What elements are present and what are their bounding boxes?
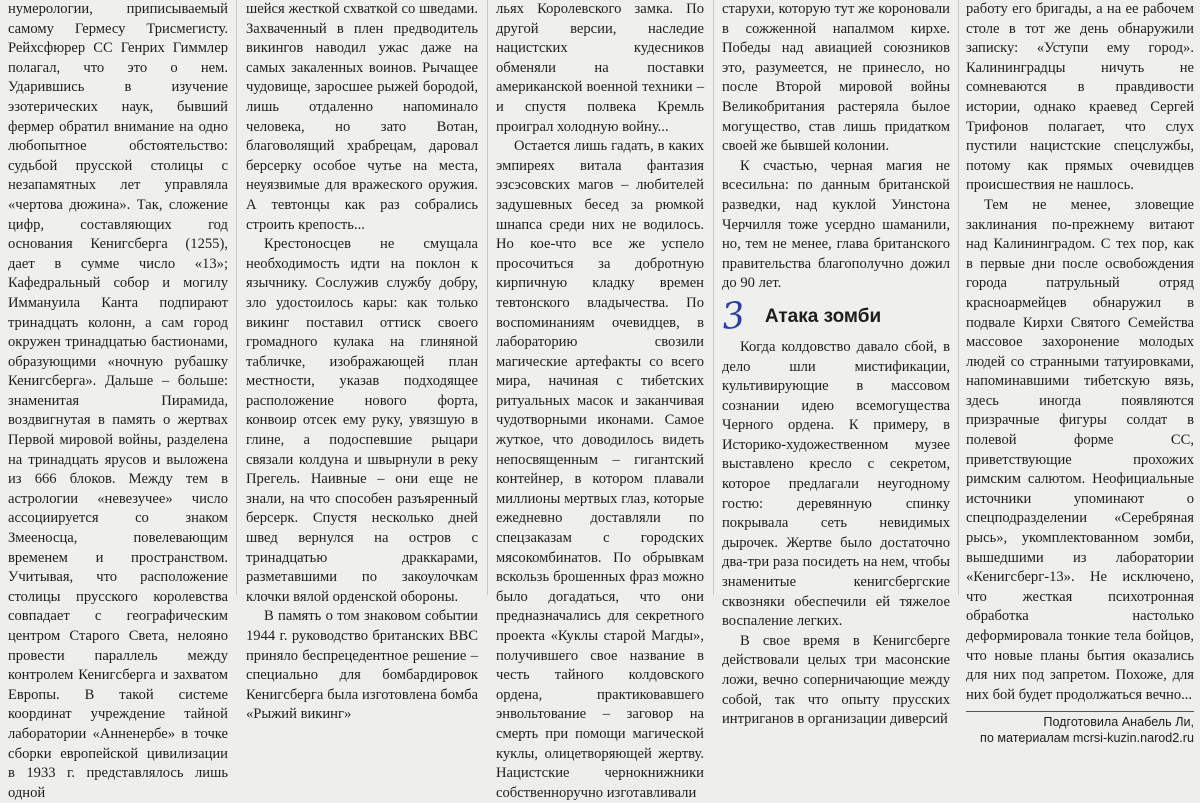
article-paragraph: Когда колдовство давало сбой, в дело шли мистификации, культивирующие в массовом сознании идею всемогущества Черного ордена. К примеру, в Историко-художественном музее выставлено кресло с секретом, которое предлагали неугодному гостю: деревянную спинку покрывала сеть невидимых дырочек. Жертве было достаточно два-три раза посидеть на нем, чтобы знаменитые кенигсбергские сквозняки обеспечили ей тяжелое воспаление легких. (722, 338, 950, 630)
article-paragraph: шейся жесткой схваткой со шведами. Захваченный в плен предводитель викингов наводил ужас даже на самых закаленных воинов. Рычащее чудовище, заросшее рыжей бородой, лишь отдаленно напоминало человека, но зато Вотан, благоволящий храбрецам, даровал берсерку особое чутье на места, неуязвимые для вражеского оружия. А тевтонцы как раз собрались строить крепость... (246, 1, 478, 233)
column-divider (713, 0, 714, 595)
column-4 (719, 0, 950, 728)
credit-author: Подготовила Анабель Ли, (1043, 715, 1194, 730)
column-2 (246, 0, 478, 723)
credit-source: по материалам mcrsi-kuzin.narod2.ru (980, 731, 1194, 746)
article-paragraph: В память о том знаковом событии 1944 г. руководство британских ВВС приняло беспрецедентное решение – специально для бомбардировок Кенигсберга была изготовлена бомба «Рыжий викинг» (246, 608, 478, 723)
section-title: Атака зомби (764, 305, 882, 327)
article-paragraph: В свое время в Кенигсберге действовали целых три масонские ложи, вечно соперничающие между собой, так что опыту прусских интриганов в организации диверсий (722, 632, 950, 728)
article-paragraph: Тем не менее, зловещие заклинания по-прежнему витают над Калининградом. С тех пор, как в первые дни после освобождения города патрульный отряд красноармейцев обнаружил в подвале Кирхи Святого Семейства массовое захоронение молодых людей со странными татуировками, напоминавшими тибетскую вязь, здесь иногда появляются призрачные фигуры солдат в полевой форме СС, приветствующие прохожих римским салютом. Неофициальные источники упоминают о спецподразделении «Серебряная рысь», укомплектованном зомби, вышедшими из лаборатории «Кенигсберг-13». Не исключено, что жесткая психотронная обработка настолько деформировала тонкие тела бойцов, что новые планы бытия оказались для них под запретом. Похоже, для них бой будет продолжаться вечно... (966, 196, 1194, 703)
section-number: 3 (719, 294, 747, 338)
column-divider (958, 0, 959, 595)
column-divider (236, 0, 237, 595)
column-1 (8, 0, 228, 801)
article-paragraph: нумерологии, приписываемый самому Гермесу Трисмегисту. Рейхсфюрер СС Генрих Гиммлер полагал, что это о нем. Ударившись в изучение эзотерических наук, бывший фермер обратил внимание на одно любопытное обстоятельство: судьбой прусской столицы с незапамятных лет управляла «чертова дюжина». Так, сложение цифр, составляющих год основания Кенигсберга (1255), дает в сумме число «13»; Кафедральный собор и могилу Иммануила Канта подпирают тринадцать колонн, а сам город окружен тринадцатью бастионами, образующими «ночную рубашку Кенигсберга». Дальше – больше: знаменитая Пирамида, воздвигнутая в память о жертвах Первой мировой войны, разделена на тринадцать ярусов и выложена из 666 блоков. Между тем в астрологии «невезучее» число ассоциируется со знаком Змееносца, повелевающим временем и пространством. Учитывая, что расположение столицы прусского королевства совпадает с географическим центром Старого Света, нелояно провести параллель между контролем Кенигсберга и захватом Европы. В такой системе координат учреждение тайной лаборатории «Анненербе» в точке сборки европейской цивилизации в 1933 г. представлялось лишь одной (8, 1, 228, 801)
author-credit (966, 711, 1194, 746)
article-paragraph: Остается лишь гадать, в каких эмпиреях витала фантазия эзсэсовских магов – любителей задушевных бесед за рюмкой шнапса среди них не водилось. Но кое-что все же успело просочиться за добротную кирпичную кладку времен тевтонского владычества. По воспоминаниям очевидцев, в лабораторию свозили магические артефакты со всего мира, начиная с тибетских ритуальных масок и заканчивая чудотворными иконами. Самое жуткое, что доводилось видеть непосвященным – гигантский контейнер, в котором плавали миллионы мертвых глаз, которые ежедневно доставляли по спецзаказам с городских мясокомбинатов. По обрывкам вскользь брошенных фраз можно было догадаться, что они предназначались для секретного проекта «Куклы старой Магды», получившего свое название в честь тайного колдовского ордена, практиковавшего энвольтование – заговор на смерть при помощи магической куклы, олицетворяющей жертву. Нацистские чернокнижники собственноручно изготавливали (496, 138, 704, 801)
article-paragraph: Крестоносцев не смущала необходимость идти на поклон к язычнику. Сослужив службу добру, зло удостоилось кары: как только викинг поставил оттиск своего громадного кулака на глиняной табличке, изображающей план местности, указав подходящее расположение нового форта, конвоир отсек ему руку, увязшую в глине, а подоспевшие рыцари связали колдуна и швырнули в реку Прегель. Наивные – они еще не знали, на что способен разъяренный берсерк. Спустя несколько дней швед вернулся на остров с тринадцатью драккарами, разметавшими по закоулочкам клочки вялой орденской обороны. (246, 236, 478, 605)
column-5 (966, 0, 1194, 746)
article-paragraph: К счастью, черная магия не всесильна: по данным британской разведки, над куклой Уинстона Черчилля тоже усердно шаманили, но, тем не менее, глава британского правительства благополучно дожил до 90 лет. (722, 157, 950, 292)
section-heading (719, 294, 950, 338)
article-paragraph: льях Королевского замка. По другой версии, наследие нацистских кудесников обменяли на поставки американской военной техники – и спустя полвека Кремль проиграл холодную войну... (496, 1, 704, 135)
column-divider (487, 0, 488, 595)
article-paragraph: старухи, которую тут же короновали в сожженной напалмом кирхе. Победы над авиацией союзников это, разумеется, не принесло, но после Второй мировой войны Великобритания растеряла былое могущество, став лишь придатком своей же бывшей колонии. (722, 1, 950, 155)
column-3 (496, 0, 704, 801)
article-paragraph: работу его бригады, а на ее рабочем столе в тот же день обнаружили записку: «Уступи ему город». Калининградцы ничуть не сомневаются в правдивости истории, однако краевед Сергей Трифонов полагает, что слух пустили нацистские спецслужбы, потому как прямых очевидцев происшествия не нашлось. (966, 1, 1194, 194)
